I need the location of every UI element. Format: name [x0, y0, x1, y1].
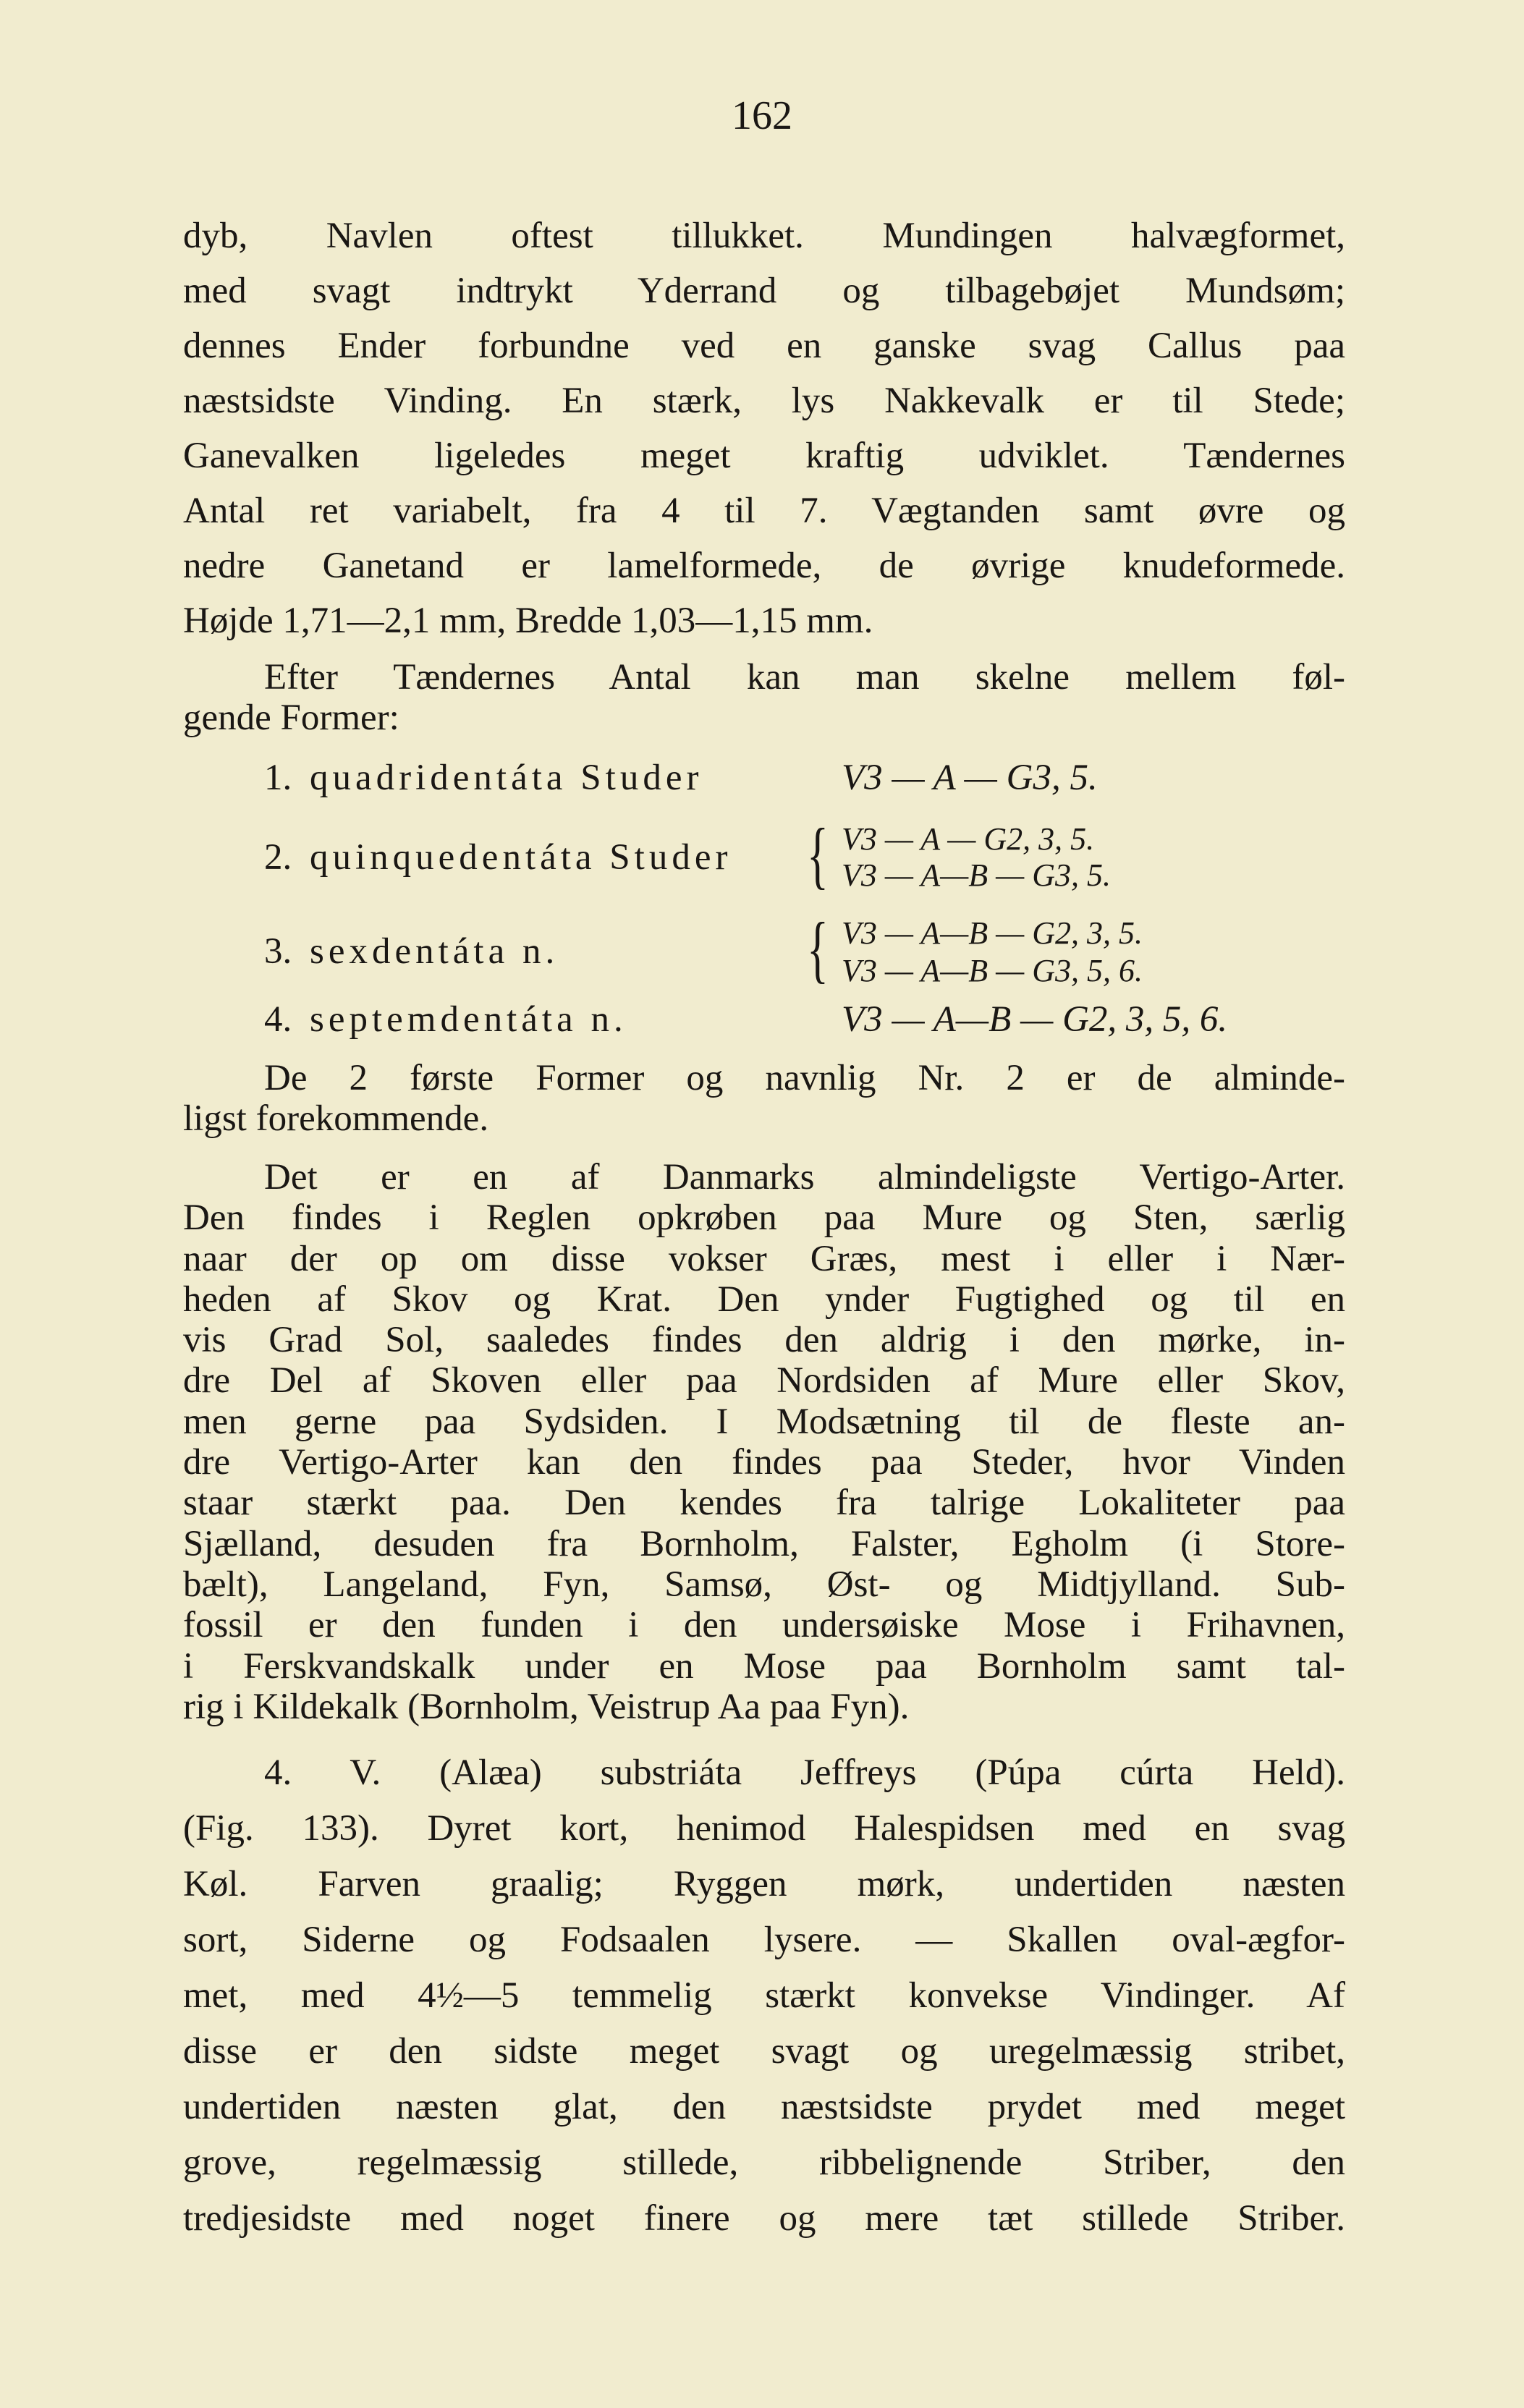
text-line: dennes Ender forbundne ved en ganske svag Callus paa	[183, 326, 1345, 366]
text-line: Den findes i Reglen opkrøben paa Mure og Sten, særlig	[183, 1197, 1345, 1239]
paragraph-forms-intro	[183, 657, 1345, 738]
form-entry	[183, 813, 1345, 904]
text-line: 4. V. (Alæa) substriáta Jeffreys (Púpa cúrta Held).	[264, 1752, 1345, 1793]
text-line: vis Grad Sol, saaledes findes den aldrig i den mørke, in-	[183, 1320, 1345, 1361]
text-line: fossil er den funden i den undersøiske Mose i Frihavnen,	[183, 1605, 1345, 1646]
text-line: men gerne paa Sydsiden. I Modsætning til de fleste an-	[183, 1401, 1345, 1442]
text-line: med svagt indtrykt Yderrand og tilbagebøjet Mundsøm;	[183, 271, 1345, 311]
form-formula: V3 — A—B — G2, 3, 5, 6.	[842, 999, 1228, 1040]
text-line: dre Vertigo-Arter kan den findes paa Steder, hvor Vinden	[183, 1442, 1345, 1483]
text-line: grove, regelmæssig stillede, ribbelignende Striber, den	[183, 2142, 1345, 2183]
form-formula: V3 — A — G3, 5.	[842, 758, 1098, 798]
page-number: 162	[732, 93, 792, 138]
text-line: De 2 første Former og navnlig Nr. 2 er de alminde-	[264, 1058, 1345, 1098]
text-line: met, med 4½—5 temmelig stærkt konvekse Vindinger. Af	[183, 1975, 1345, 2016]
form-name: quadridentáta Studer	[310, 758, 703, 798]
paragraph-distribution	[183, 1157, 1345, 1727]
text-line: Efter Tændernes Antal kan man skelne mellem føl-	[264, 657, 1345, 698]
text-line: gende Former:	[183, 698, 399, 738]
form-entry	[183, 907, 1345, 991]
brace-glyph: {	[807, 813, 829, 896]
text-line: Det er en af Danmarks almindeligste Vertigo-Arter.	[264, 1157, 1345, 1197]
paragraph-description	[183, 208, 1345, 648]
form-entry	[183, 999, 1345, 1042]
brace-glyph: {	[807, 907, 829, 991]
text-line: Køl. Farven graalig; Ryggen mørk, undertiden næsten	[183, 1864, 1345, 1904]
form-name: quinquedentáta Studer	[310, 837, 732, 878]
form-name: sexdentáta n.	[310, 931, 559, 972]
text-line: staar stærkt paa. Den kendes fra talrige Lokaliteter paa	[183, 1483, 1345, 1524]
paragraph-species-substriata	[183, 1745, 1345, 2247]
form-number: 1.	[264, 758, 292, 798]
text-line: i Ferskvandskalk under en Mose paa Bornholm samt tal-	[183, 1645, 1345, 1687]
form-number: 4.	[264, 999, 292, 1040]
text-line: tredjesidste med noget finere og mere tæt stillede Striber.	[183, 2198, 1345, 2239]
text-line: dyb, Navlen oftest tillukket. Mundingen halvægformet,	[183, 216, 1345, 256]
text-line: ligst forekommende.	[183, 1098, 489, 1139]
form-formula: V3 — A—B — G2, 3, 5.	[842, 915, 1143, 951]
text-line: rig i Kildekalk (Bornholm, Veistrup Aa paa Fyn).	[183, 1686, 910, 1727]
text-line: Højde 1,71—2,1 mm, Bredde 1,03—1,15 mm.	[183, 601, 873, 641]
form-name: septemdentáta n.	[310, 999, 627, 1040]
form-number: 3.	[264, 931, 292, 972]
form-number: 2.	[264, 837, 292, 878]
text-line: (Fig. 133). Dyret kort, henimod Halespidsen med en svag	[183, 1808, 1345, 1849]
text-line: undertiden næsten glat, den næstsidste prydet med meget	[183, 2087, 1345, 2127]
paragraph-forms-note	[183, 1058, 1345, 1139]
text-line: Ganevalken ligeledes meget kraftig udviklet. Tændernes	[183, 436, 1345, 476]
text-line: dre Del af Skoven eller paa Nordsiden af Mure eller Skov,	[183, 1360, 1345, 1402]
form-formula: V3 — A—B — G3, 5.	[842, 857, 1111, 893]
text-line: Sjælland, desuden fra Bornholm, Falster, Egholm (i Store-	[183, 1523, 1345, 1564]
text-line: nedre Ganetand er lamelformede, de øvrige knudeformede.	[183, 546, 1345, 586]
text-line: sort, Siderne og Fodsaalen lysere. — Skallen oval-ægfor-	[183, 1920, 1345, 1960]
text-line: Antal ret variabelt, fra 4 til 7. Vægtanden samt øvre og	[183, 491, 1345, 531]
form-formula: V3 — A—B — G3, 5, 6.	[842, 953, 1143, 988]
form-entry	[183, 757, 1345, 800]
text-line: heden af Skov og Krat. Den ynder Fugtighed og til en	[183, 1279, 1345, 1320]
text-line: næstsidste Vinding. En stærk, lys Nakkevalk er til Stede;	[183, 381, 1345, 421]
text-line: bælt), Langeland, Fyn, Samsø, Øst- og Midtjylland. Sub-	[183, 1564, 1345, 1605]
text-line: naar der op om disse vokser Græs, mest i eller i Nær-	[183, 1238, 1345, 1279]
form-formula: V3 — A — G2, 3, 5.	[842, 821, 1095, 857]
text-line: disse er den sidste meget svagt og uregelmæssig stribet,	[183, 2031, 1345, 2072]
